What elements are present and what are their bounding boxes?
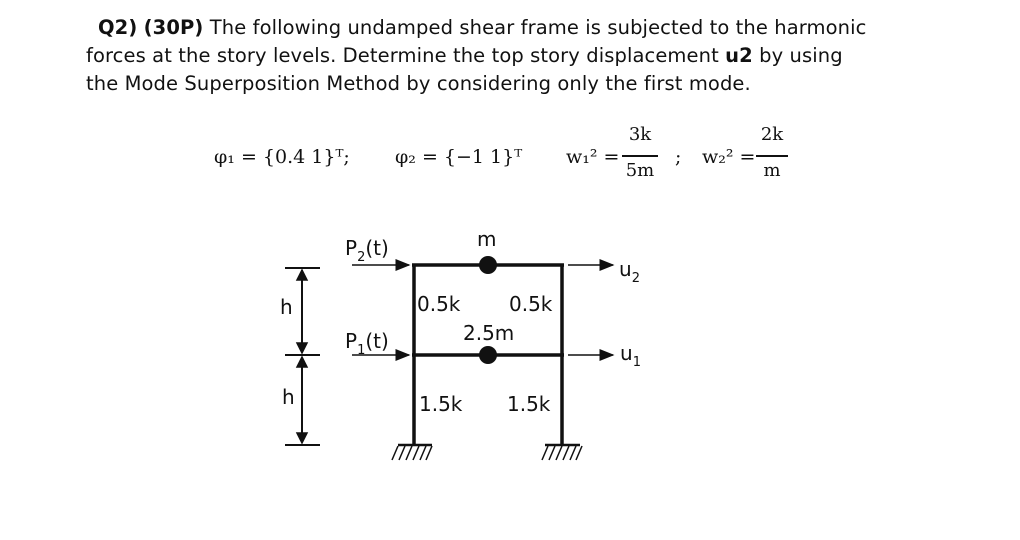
omega2-lhs: w₂² = (702, 146, 756, 168)
bottom-left-stiffness: 1.5k (419, 392, 463, 416)
p1-label: $P_1(t)$ (345, 329, 389, 358)
left-fixed-support (392, 445, 432, 460)
middle-mass-dot (479, 346, 497, 364)
question-line2-text: forces at the story levels. Determine the top story displacement (86, 44, 719, 67)
omega2-numerator: 2k (760, 124, 784, 145)
top-mass-label: m (477, 227, 497, 251)
top-mass-dot (479, 256, 497, 274)
question-line-3: the Mode Superposition Method by considering only the first mode. (86, 72, 751, 95)
bottom-story-height: h (282, 385, 295, 409)
u2-label: $u_2$ (619, 257, 640, 286)
bottom-right-stiffness: 1.5k (507, 392, 551, 416)
phi1-expression: φ₁ = {0.4 1}ᵀ; (214, 146, 350, 168)
question-points: (30P) (143, 16, 204, 39)
equation-separator: ; (675, 146, 682, 168)
question-line2-end: by using (759, 44, 843, 67)
top-left-stiffness: 0.5k (417, 292, 461, 316)
p2-label: $P_2(t)$ (345, 236, 389, 265)
omega1-numerator: 3k (628, 124, 652, 145)
u1-label: $u_1$ (620, 341, 641, 370)
omega1-lhs: w₁² = (566, 146, 620, 168)
phi2-expression: φ₂ = {−1 1}ᵀ (395, 146, 523, 168)
top-story-height: h (280, 295, 293, 319)
middle-mass-label: 2.5m (463, 321, 515, 345)
displacement-symbol: u2 (725, 44, 753, 67)
omega2-denominator: m (763, 160, 781, 181)
right-fixed-support (542, 445, 582, 460)
top-right-stiffness: 0.5k (509, 292, 553, 316)
question-number: Q2) (98, 16, 138, 39)
question-line1-text: The following undamped shear frame is subjected to the harmonic (209, 16, 867, 39)
omega1-denominator: 5m (625, 160, 655, 181)
